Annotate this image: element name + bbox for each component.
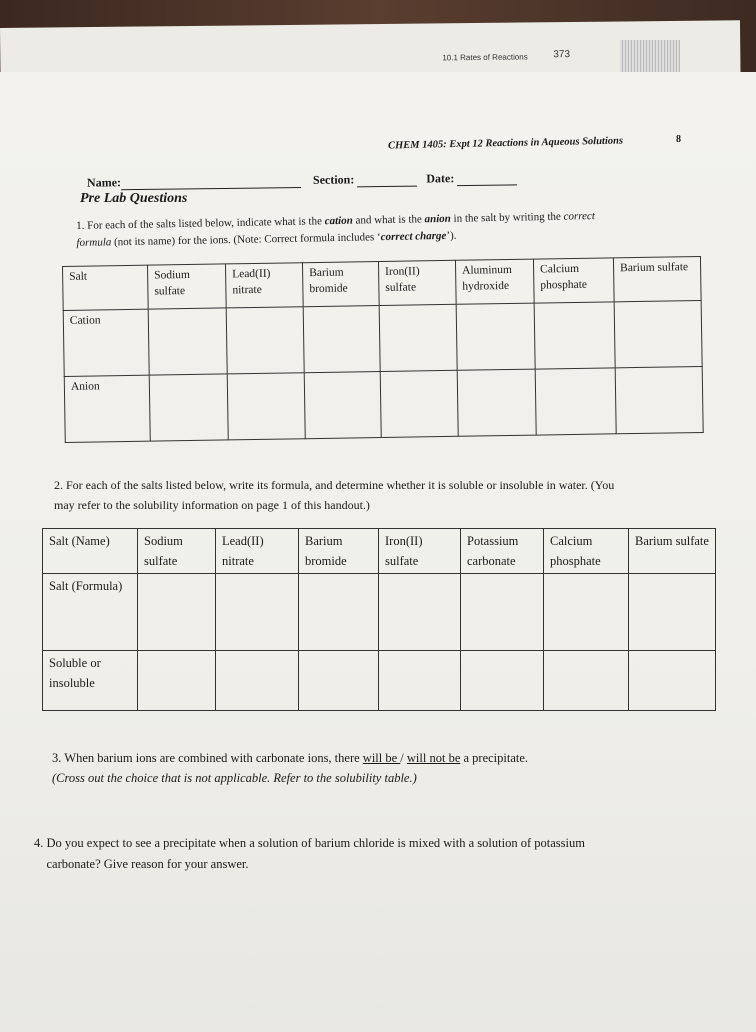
course-header: CHEM 1405: Expt 12 Reactions in Aqueous Solutions	[387, 135, 624, 152]
table-row	[63, 300, 702, 376]
q2-text: may refer to the solubility information on page 1 of this handout.)	[54, 498, 370, 512]
cation-anion-table	[62, 256, 704, 443]
q1-text: 1. For each of the salts listed below, indicate what is the	[76, 215, 325, 232]
header-cell: Sodium sulfate	[138, 529, 216, 574]
choice-will-be[interactable]: will be	[362, 751, 401, 765]
answer-cell[interactable]	[461, 574, 544, 651]
header-cell: Calcium phosphate	[544, 529, 629, 574]
answer-cell[interactable]	[544, 574, 629, 651]
header-cell: Salt	[63, 265, 149, 310]
answer-cell[interactable]	[226, 307, 304, 374]
header-cell: Barium bromide	[302, 262, 379, 307]
solubility-table	[42, 528, 716, 711]
answer-cell[interactable]	[148, 308, 227, 375]
answer-cell[interactable]	[379, 574, 461, 651]
q1-cation: cation	[324, 214, 353, 228]
question-2	[54, 475, 614, 515]
answer-cell[interactable]	[216, 574, 299, 651]
answer-cell[interactable]	[629, 574, 716, 651]
header-cell: Salt (Name)	[43, 529, 138, 574]
row-label: Salt (Formula)	[43, 574, 138, 651]
q2-text: 2. For each of the salts listed below, write its formula, and determine whether it is soluble or insoluble in water. (You	[54, 478, 615, 492]
q3-text: 3. When barium ions are combined with carbonate ions, there	[52, 751, 363, 765]
header-cell: Sodium sulfate	[147, 264, 226, 309]
row-label: Cation	[63, 309, 149, 376]
answer-cell[interactable]	[299, 574, 379, 651]
header-cell: Potassium carbonate	[461, 529, 544, 574]
header-cell: Lead(II) nitrate	[225, 263, 303, 308]
header-cell: Barium bromide	[299, 529, 379, 574]
answer-cell[interactable]	[461, 651, 544, 711]
header-cell: Iron(II) sulfate	[378, 260, 456, 305]
answer-cell[interactable]	[299, 651, 379, 711]
section-label: Section:	[312, 172, 355, 187]
answer-cell[interactable]	[138, 574, 216, 651]
answer-cell[interactable]	[149, 374, 228, 441]
answer-cell[interactable]	[457, 369, 536, 436]
q1-correct-charge: correct charge	[380, 229, 447, 244]
header-cell: Barium sulfate	[613, 256, 701, 301]
q4-text: 4. Do you expect to see a precipitate when a solution of barium chloride is mixed with a solution of potassium	[34, 836, 585, 850]
q3-instruction: (Cross out the choice that is not applicable. Refer to the solubility table.)	[52, 771, 417, 785]
answer-cell[interactable]	[534, 302, 615, 369]
answer-cell[interactable]	[379, 651, 461, 711]
answer-cell[interactable]	[216, 651, 299, 711]
table-row	[43, 574, 716, 651]
q1-formula: formula	[76, 236, 112, 249]
q4-text: carbonate? Give reason for your answer.	[46, 857, 249, 871]
answer-cell[interactable]	[614, 300, 702, 367]
q1-correct: correct	[563, 210, 596, 223]
answer-cell[interactable]	[629, 651, 716, 711]
table-row	[43, 651, 716, 711]
answer-cell[interactable]	[138, 651, 216, 711]
answer-cell[interactable]	[379, 304, 457, 371]
answer-cell[interactable]	[304, 372, 381, 439]
q1-anion: anion	[424, 212, 451, 226]
answer-cell[interactable]	[380, 370, 458, 437]
date-label: Date:	[426, 171, 455, 186]
header-cell: Iron(II) sulfate	[379, 529, 461, 574]
back-page-number: 373	[553, 49, 571, 61]
question-3	[52, 748, 528, 788]
section-title: Pre Lab Questions	[80, 191, 188, 206]
row-label: Soluble or insoluble	[43, 651, 138, 711]
q1-text: ’).	[446, 229, 457, 242]
q1-text: in the salt by writing the	[450, 210, 564, 225]
choice-will-not-be[interactable]: will not be	[406, 751, 461, 765]
running-head: 10.1 Rates of Reactions	[442, 52, 528, 63]
answer-cell[interactable]	[615, 366, 703, 433]
answer-cell[interactable]	[227, 373, 305, 440]
question-4	[34, 833, 585, 875]
header-cell: Lead(II) nitrate	[216, 529, 299, 574]
row-label: Anion	[64, 375, 150, 442]
header-cell: Aluminum hydroxide	[455, 259, 534, 304]
answer-cell[interactable]	[535, 368, 616, 435]
page-number: 8	[676, 134, 681, 145]
header-cell: Calcium phosphate	[533, 258, 614, 303]
q1-text: (not its name) for the ions. (Note: Correct formula includes ‘	[111, 231, 381, 249]
header-cell: Barium sulfate	[629, 529, 716, 574]
choice-separator: /	[400, 751, 407, 765]
table-header-row	[43, 529, 716, 574]
q1-text: and what is the	[352, 213, 425, 227]
answer-cell[interactable]	[303, 306, 380, 373]
answer-cell[interactable]	[456, 303, 535, 370]
q3-text: a precipitate.	[460, 751, 529, 765]
name-label: Name:	[86, 175, 122, 190]
answer-cell[interactable]	[544, 651, 629, 711]
table-row	[64, 366, 703, 442]
